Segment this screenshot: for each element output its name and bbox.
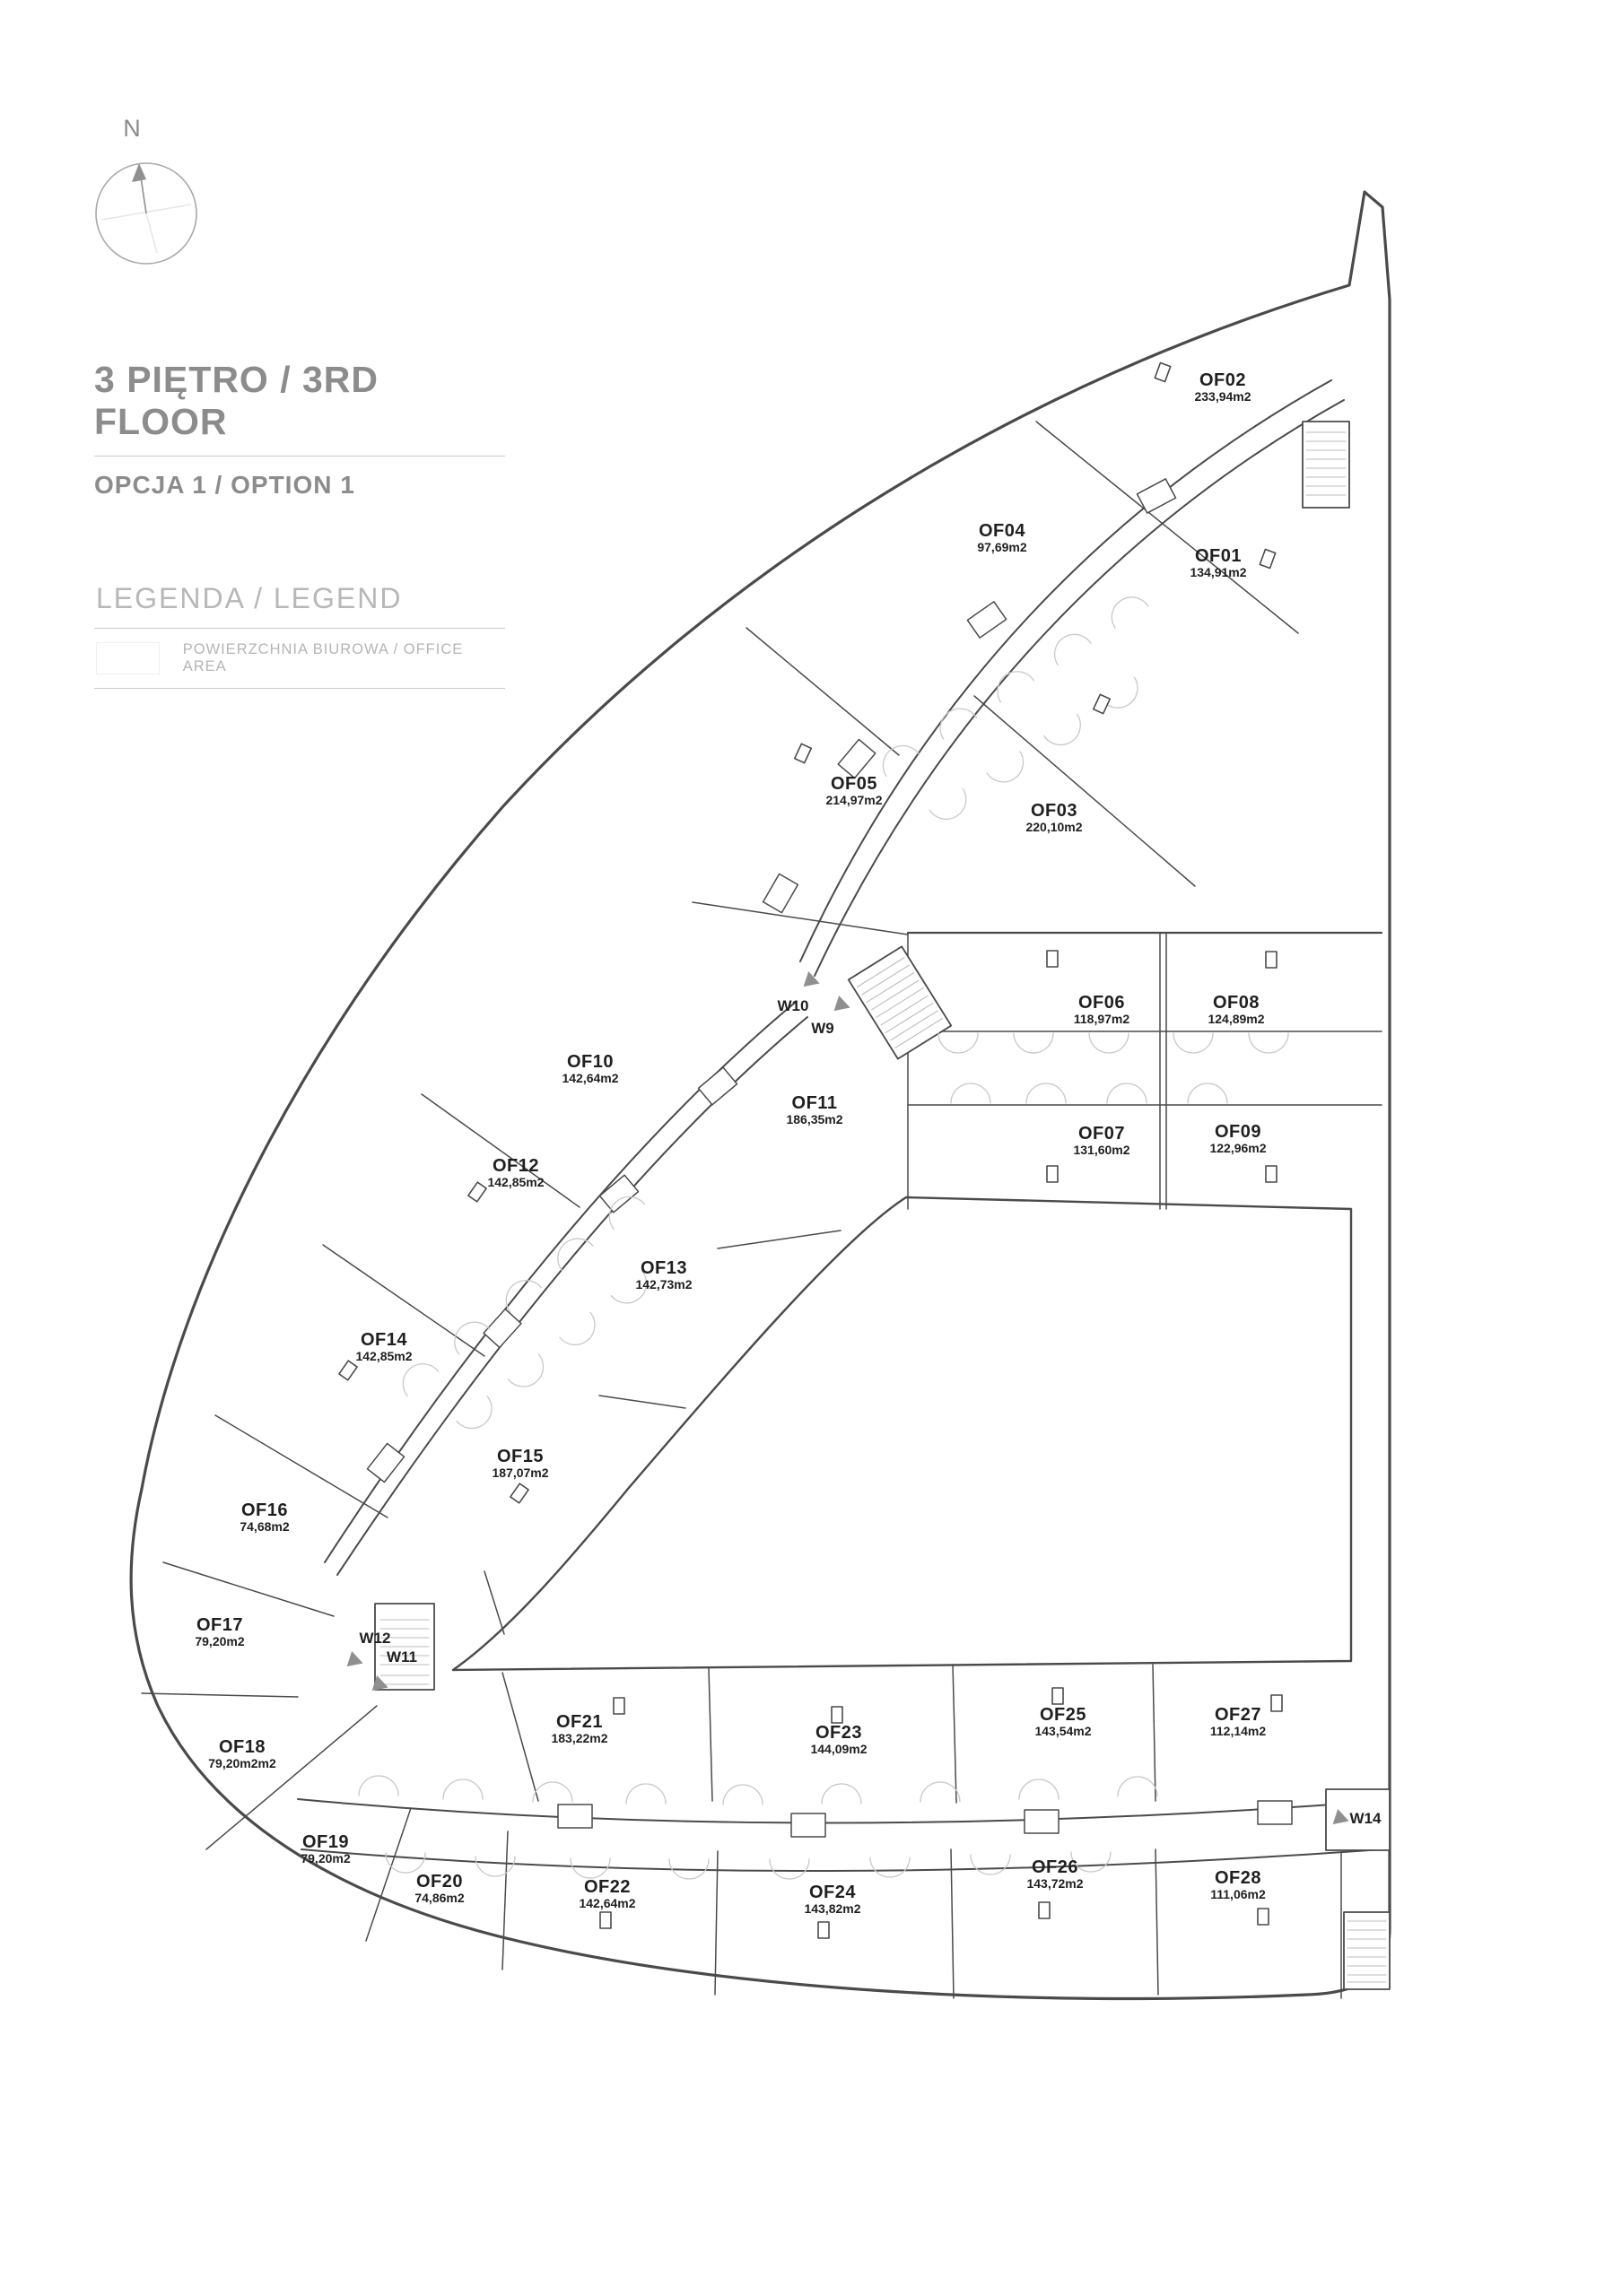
unit-area: 142,64m2 xyxy=(562,1071,619,1085)
unit-area: 74,86m2 xyxy=(414,1891,465,1905)
unit-area: 97,69m2 xyxy=(977,540,1027,554)
unit-id: OF09 xyxy=(1214,1122,1262,1142)
unit-area: 220,10m2 xyxy=(1025,820,1083,834)
unit-area: 142,64m2 xyxy=(579,1896,636,1910)
unit-id: OF12 xyxy=(492,1156,540,1176)
unit-area: 111,06m2 xyxy=(1210,1887,1266,1901)
unit-id: OF01 xyxy=(1194,546,1243,566)
unit-area: 74,68m2 xyxy=(240,1519,290,1534)
unit-id: OF11 xyxy=(791,1093,838,1113)
unit-area: 142,85m2 xyxy=(355,1349,413,1363)
unit-area: 134,91m2 xyxy=(1190,565,1247,579)
unit-id: OF06 xyxy=(1077,993,1126,1013)
stairwell-label-w10: W10 xyxy=(777,997,809,1014)
unit-area: 142,73m2 xyxy=(635,1277,693,1292)
unit-area: 131,60m2 xyxy=(1073,1143,1130,1157)
unit-area: 144,09m2 xyxy=(810,1742,868,1756)
unit-area: 143,54m2 xyxy=(1034,1724,1092,1738)
stairwell-label-w11: W11 xyxy=(386,1648,418,1665)
unit-area: 187,07m2 xyxy=(492,1465,549,1480)
unit-id: OF03 xyxy=(1030,801,1078,821)
option-subtitle: OPCJA 1 / OPTION 1 xyxy=(94,471,355,499)
unit-id: OF26 xyxy=(1031,1857,1079,1877)
unit-area: 79,20m2 xyxy=(301,1851,351,1866)
legend-office-area-label: POWIERZCHNIA BIUROWA / OFFICE AREA xyxy=(182,641,464,674)
unit-id: OF02 xyxy=(1199,370,1247,390)
unit-area: 186,35m2 xyxy=(786,1112,843,1126)
unit-area: 214,97m2 xyxy=(825,793,883,807)
unit-id: OF15 xyxy=(496,1447,545,1466)
unit-id: OF10 xyxy=(566,1052,615,1072)
stairwell-label-w9: W9 xyxy=(811,1020,834,1037)
unit-id: OF18 xyxy=(218,1737,266,1757)
unit-id: OF17 xyxy=(196,1615,244,1635)
unit-id: OF04 xyxy=(978,521,1026,541)
unit-area: 79,20m2m2 xyxy=(208,1756,276,1770)
unit-area: 143,72m2 xyxy=(1026,1876,1084,1891)
unit-id: OF28 xyxy=(1214,1868,1262,1888)
unit-id: OF22 xyxy=(583,1877,632,1897)
unit-id: OF19 xyxy=(301,1832,350,1852)
unit-id: OF23 xyxy=(815,1723,863,1743)
unit-id: OF25 xyxy=(1039,1705,1087,1725)
unit-area: 118,97m2 xyxy=(1073,1012,1130,1026)
unit-area: 122,96m2 xyxy=(1209,1141,1267,1155)
unit-id: OF05 xyxy=(830,774,878,794)
unit-id: OF16 xyxy=(240,1500,289,1520)
unit-id: OF20 xyxy=(415,1872,464,1892)
unit-area: 143,82m2 xyxy=(804,1901,861,1916)
unit-id: OF13 xyxy=(640,1258,688,1278)
unit-id: OF24 xyxy=(808,1883,857,1902)
unit-area: 112,14m2 xyxy=(1209,1724,1267,1738)
unit-area: 233,94m2 xyxy=(1194,389,1251,404)
unit-id: OF21 xyxy=(555,1712,604,1732)
legend-title: LEGENDA / LEGEND xyxy=(96,582,403,614)
stairwell-label-w12: W12 xyxy=(359,1630,391,1647)
unit-id: OF07 xyxy=(1077,1124,1126,1144)
unit-area: 183,22m2 xyxy=(551,1731,608,1745)
unit-area: 124,89m2 xyxy=(1208,1012,1265,1026)
unit-area: 79,20m2 xyxy=(195,1634,245,1648)
page-title: 3 PIĘTRO / 3RD FLOOR xyxy=(94,359,379,442)
compass-n-label: N xyxy=(123,115,141,142)
unit-id: OF14 xyxy=(360,1330,408,1350)
stairwell-label-w14: W14 xyxy=(1349,1810,1382,1827)
unit-id: OF08 xyxy=(1212,993,1260,1013)
unit-id: OF27 xyxy=(1214,1705,1262,1725)
unit-area: 142,85m2 xyxy=(487,1175,545,1189)
